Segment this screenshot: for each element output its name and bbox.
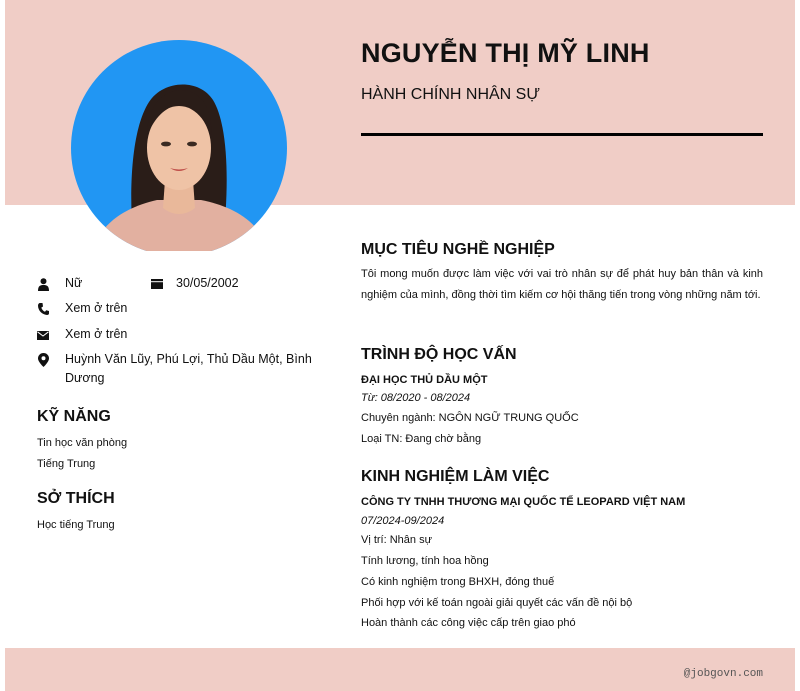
contact-gender (37, 276, 83, 291)
education-school: ĐẠI HỌC THỦ DẦU MỘT (361, 374, 488, 386)
skill-item: Tiếng Trung (37, 458, 96, 470)
experience-line: Phối hợp với kế toán ngoài giải quyết các vấn đề nội bộ (361, 597, 633, 609)
experience-line: Tính lương, tính hoa hồng (361, 555, 489, 567)
experience-period: 07/2024-09/2024 (361, 515, 445, 527)
birthday-value: 30/05/2002 (176, 276, 239, 290)
contact-birthday (151, 276, 239, 291)
footer-watermark: @jobgovn.com (683, 668, 763, 680)
skills-heading: KỸ NĂNG (37, 408, 111, 425)
phone-value: Xem ở trên (65, 301, 128, 315)
portrait-image (71, 40, 287, 251)
candidate-name: NGUYỄN THỊ MỸ LINH (361, 38, 650, 68)
skill-item: Tin học văn phòng (37, 437, 128, 449)
hobby-item: Học tiếng Trung (37, 519, 115, 531)
calendar-icon (151, 277, 163, 291)
map-pin-icon (37, 353, 49, 367)
envelope-icon (37, 328, 49, 342)
objective-text: Tôi mong muốn được làm việc với vai trò nhân sự để phát huy bản thân và kinh nghiệm của mình, đồng thời tìm kiếm cơ hội thăng tiến trong vòng những năm tới. (361, 268, 763, 301)
email-value: Xem ở trên (65, 327, 128, 341)
phone-icon (37, 302, 49, 316)
experience-line: Có kinh nghiệm trong BHXH, đóng thuế (361, 576, 555, 588)
header-divider (361, 133, 763, 136)
education-period: Từ: 08/2020 - 08/2024 (361, 392, 471, 404)
footer-band (5, 648, 795, 691)
education-grade: Loại TN: Đang chờ bằng (361, 433, 482, 445)
experience-line: Hoàn thành các công việc cấp trên giao phó (361, 617, 576, 629)
profile-photo (71, 40, 287, 251)
address-value: Huỳnh Văn Lũy, Phú Lợi, Thủ Dầu Một, Bình Dương (65, 352, 312, 385)
contact-email (37, 327, 128, 342)
education-major: Chuyên ngành: NGÔN NGỮ TRUNG QUỐC (361, 412, 579, 424)
experience-line: Vị trí: Nhân sự (361, 534, 432, 546)
experience-company: CÔNG TY TNHH THƯƠNG MẠI QUỐC TẾ LEOPARD VIỆT NAM (361, 496, 686, 508)
hobbies-heading: SỞ THÍCH (37, 490, 115, 507)
experience-heading: KINH NGHIỆM LÀM VIỆC (361, 468, 550, 485)
candidate-role: HÀNH CHÍNH NHÂN SỰ (361, 86, 541, 103)
contact-phone (37, 301, 128, 316)
user-icon (37, 277, 49, 291)
objective-heading: MỤC TIÊU NGHỀ NGHIỆP (361, 241, 555, 258)
contact-address (37, 352, 312, 385)
gender-value: Nữ (65, 276, 83, 290)
education-heading: TRÌNH ĐỘ HỌC VẤN (361, 346, 517, 363)
